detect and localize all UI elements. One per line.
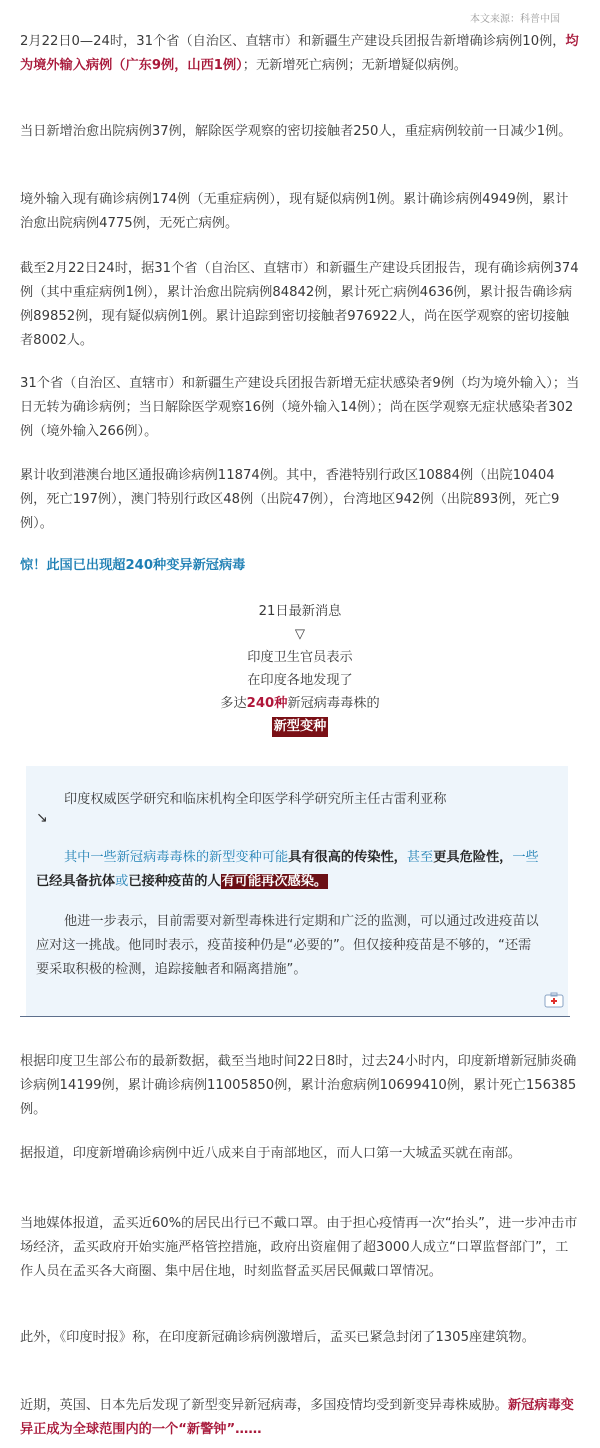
paragraph-daily-cases: [20, 30, 580, 78]
down-triangle-icon: ▽: [294, 627, 306, 642]
paragraph-imported: 境外输入现有确诊病例174例（无重症病例），现有疑似病例1例。累计确诊病例4949例，累计治愈出院病例4775例，无死亡病例。: [20, 192, 569, 231]
q2b: 具有很高的传染性，: [288, 850, 407, 865]
p1-text-c: ；无新增死亡病例；无新增疑似病例。: [242, 58, 467, 73]
p1-text-a: 2月22日0—24时，31个省（自治区、直辖市）和新疆生产建设兵团报告新增确诊病例10例，: [20, 34, 566, 49]
callout-line-6: [0, 715, 600, 738]
q2e: 一些: [512, 850, 539, 865]
paragraph-recoveries: 当日新增治愈出院病例37例，解除医学观察的密切接触者250人，重症病例较前一日减少1例。: [20, 124, 572, 139]
quote-divider: [20, 1016, 570, 1017]
q2a: 其中一些新冠病毒毒株的新型变种可能: [64, 850, 289, 865]
source-label: 本文来源：科普中国: [470, 14, 560, 25]
q2h: 已接种疫苗的人: [128, 874, 221, 889]
callout-line-3: 印度卫生官员表示: [247, 650, 353, 665]
q2f: 已经具备抗体: [36, 874, 116, 889]
quote-intro: 印度权威医学研究和临床机构全印医学科学研究所主任古雷利亚称: [64, 792, 447, 807]
paragraph-india-data: 根据印度卫生部公布的最新数据，截至当地时间22日8时，过去24小时内，印度新增新冠肺炎确诊病例14199例，累计确诊病例11005850例，累计治愈病例10699410例，累计死亡156385例。: [20, 1054, 577, 1117]
callout-l5a: 多达: [220, 696, 247, 711]
arrow-down-right-icon: ↘: [36, 810, 48, 826]
p1-imported-highlight: 均为境外输入病例（广东9例，山西1例）: [20, 34, 579, 73]
callout-240-highlight: 240种: [246, 696, 288, 711]
paragraph-cumulative: 截至2月22日24时，据31个省（自治区、直辖市）和新疆生产建设兵团报告，现有确诊病例374例（其中重症病例1例），累计治愈出院病例84842例，累计死亡病例4636例，累计报告确诊病例89852例，现有疑似病例1例。累计追踪到密切接触者976922人，尚在医学观察的密切接触者8002人。: [20, 261, 579, 348]
quote-followup: 他进一步表示，目前需要对新型毒株进行定期和广泛的监测，可以通过改进疫苗以应对这一挑战。他同时表示，疫苗接种仍是“必要的”。但仅接种疫苗是不够的，“还需要采取积极的检测，追踪接触者和隔离措施”。: [36, 914, 539, 977]
q2g: 或: [115, 874, 129, 889]
q2i-highlight: 有可能再次感染。: [221, 874, 328, 889]
news-callout: [0, 600, 600, 738]
new-variant-badge: 新型变种: [272, 717, 329, 737]
paragraph-hk-macau-taiwan: 累计收到港澳台地区通报确诊病例11874例。其中，香港特别行政区10884例（出院10404例，死亡197例），澳门特别行政区48例（出院47例），台湾地区942例（出院893例，死亡9例）。: [20, 468, 560, 531]
q2d: 更具危险性，: [433, 850, 513, 865]
callout-line-1: 21日最新消息: [258, 604, 342, 619]
section-heading: 惊！此国已出现超240种变异新冠病毒: [20, 558, 246, 573]
paragraph-mumbai-masks: 当地媒体报道，孟买近60%的居民出行已不戴口罩。由于担心疫情再一次“抬头”，进一步冲击市场经济，孟买政府开始实施严格管控措施，政府出资雇佣了超3000人成立“口罩监督部门”，工作人员在孟买各大商圈、集中居住地，时刻监督孟买居民佩戴口罩情况。: [20, 1216, 578, 1279]
callout-line-5: [0, 692, 600, 715]
paragraph-buildings-sealed: 此外，《印度时报》称，在印度新冠确诊病例激增后，孟买已紧急封闭了1305座建筑物。: [20, 1330, 535, 1345]
quote-main: [36, 846, 544, 894]
medical-kit-icon: [544, 992, 564, 1008]
q2c: 甚至: [406, 850, 434, 865]
paragraph-south-region: 据报道，印度新增确诊病例中近八成来自于南部地区，而人口第一大城孟买就在南部。: [20, 1146, 522, 1161]
callout-l5c: 新冠病毒毒株的: [287, 696, 380, 711]
paragraph-global-alarm: [20, 1394, 580, 1442]
p11-text-a: 近期，英国、日本先后发现了新型变异新冠病毒，多国疫情均受到新变异毒株威胁。: [20, 1398, 508, 1413]
p11-alarm-highlight: 新冠病毒变异正成为全球范围内的一个“新警钟”……: [20, 1398, 574, 1437]
paragraph-asymptomatic: 31个省（自治区、直辖市）和新疆生产建设兵团报告新增无症状感染者9例（均为境外输入）；当日无转为确诊病例；当日解除医学观察16例（境外输入14例）；尚在医学观察无症状感染者302例（境外输入266例）。: [20, 376, 580, 439]
callout-line-4: 在印度各地发现了: [247, 673, 353, 688]
